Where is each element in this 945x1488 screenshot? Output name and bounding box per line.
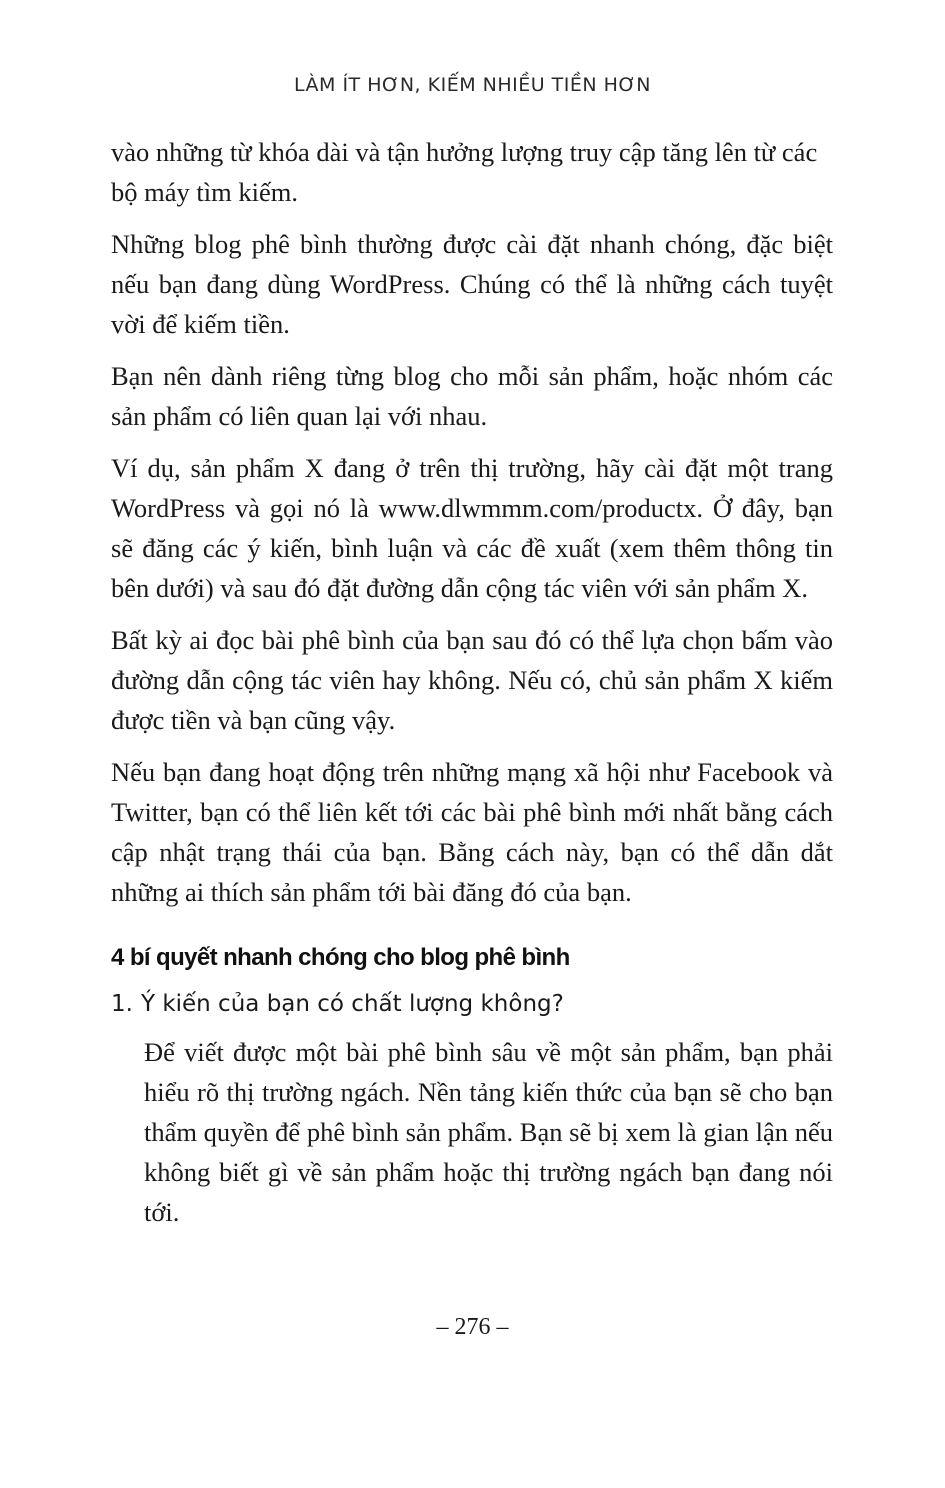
paragraph: Nếu bạn đang hoạt động trên những mạng xã hội như Facebook và Twitter, bạn có thể liên kết tới các bài phê bình mới nhất bằng cách cập nhật trạng thái của bạn. Bằng cách này, bạn có thể dẫn dắt những ai thích sản phẩm tới bài đăng đó của bạn. [111,757,833,907]
section-heading: 4 bí quyết nhanh chóng cho blog phê bình [111,944,570,971]
list-item-label: Ý kiến của bạn có chất lượng không? [140,991,564,1017]
running-header: LÀM ÍT HƠN, KIẾM NHIỀU TIỀN HƠN [294,74,651,96]
page-body [111,132,833,1244]
paragraph: Bất kỳ ai đọc bài phê bình của bạn sau đó có thể lựa chọn bấm vào đường dẫn cộng tác viên hay không. Nếu có, chủ sản phẩm X kiếm được tiền và bạn cũng vậy. [111,625,833,735]
paragraph: Ví dụ, sản phẩm X đang ở trên thị trường, hãy cài đặt một trang WordPress và gọi nó là www.dlwmmm.com/productx. Ở đây, bạn sẽ đăng các ý kiến, bình luận và các đề xuất (xem thêm thông tin bên dưới) và sau đó đặt đường dẫn cộng tác viên với sản phẩm X. [111,453,833,603]
paragraph: Bạn nên dành riêng từng blog cho mỗi sản phẩm, hoặc nhóm các sản phẩm có liên quan lại với nhau. [111,361,833,431]
paragraph: vào những từ khóa dài và tận hưởng lượng truy cập tăng lên từ các bộ máy tìm kiếm. [111,137,818,207]
paragraph: Những blog phê bình thường được cài đặt nhanh chóng, đặc biệt nếu bạn đang dùng WordPress. Chúng có thể là những cách tuyệt vời để kiếm tiền. [111,229,833,339]
list-item-text: Để viết được một bài phê bình sâu về một sản phẩm, bạn phải hiểu rõ thị trường ngách. Nền tảng kiến thức của bạn sẽ cho bạn thẩm quyền để phê bình sản phẩm. Bạn sẽ bị xem là gian lận nếu không biết gì về sản phẩm hoặc thị trường ngách bạn đang nói tới. [144,1037,833,1227]
list-item-title [111,984,833,1024]
page-number: – 276 – [436,1314,509,1340]
list-item-number: 1. [111,991,133,1017]
